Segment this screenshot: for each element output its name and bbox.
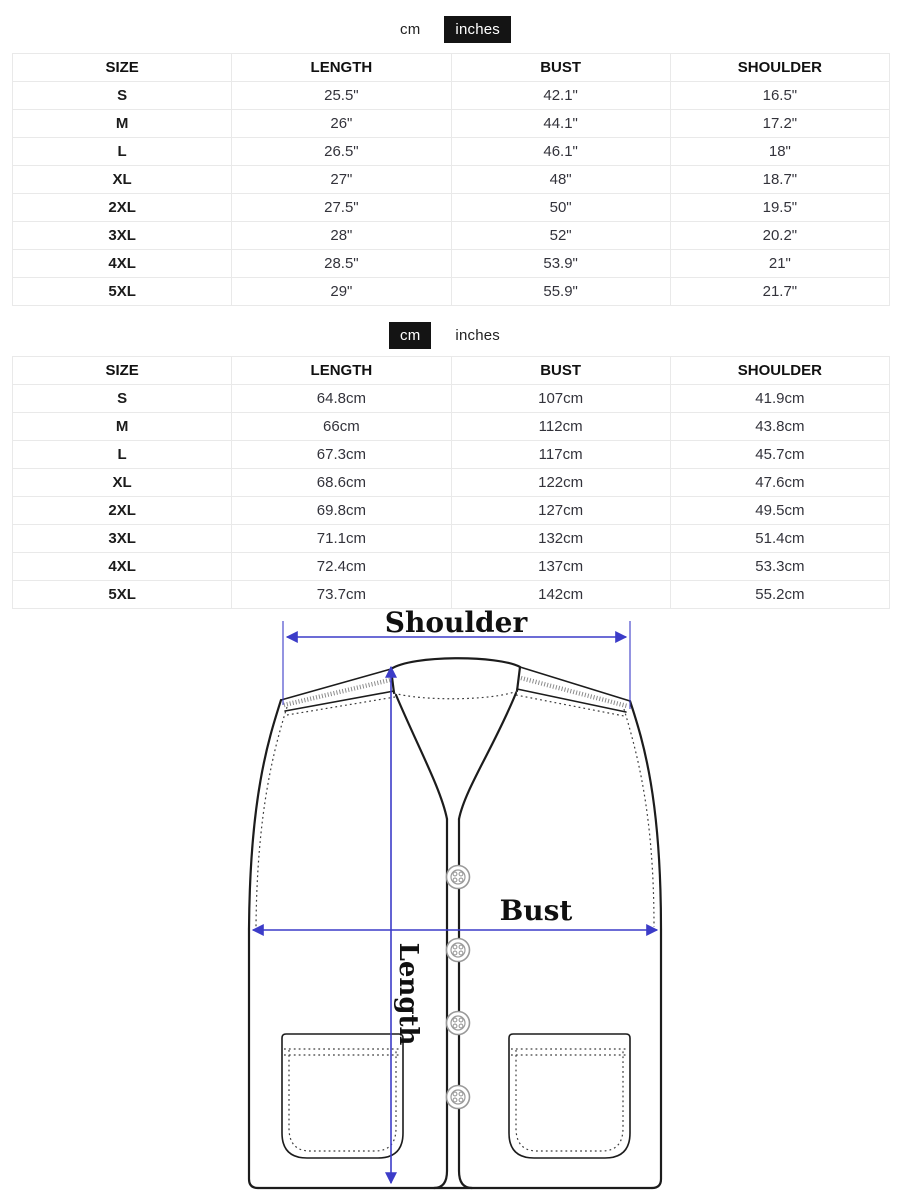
table-row	[13, 497, 890, 525]
table-row	[13, 166, 890, 194]
button-icon	[447, 1012, 470, 1035]
measurement-cell: 68.6cm	[232, 469, 451, 497]
column-header: SIZE	[13, 357, 232, 385]
measurement-cell: 52"	[451, 222, 670, 250]
measurement-cell: 29"	[232, 278, 451, 306]
right-neckline	[459, 693, 516, 819]
size-cell: 2XL	[13, 497, 232, 525]
measurement-cell: 26.5"	[232, 138, 451, 166]
measurement-cell: 19.5"	[670, 194, 889, 222]
measurement-cell: 51.4cm	[670, 525, 889, 553]
button-icon	[447, 866, 470, 889]
left-neckline	[396, 695, 447, 819]
measurement-cell: 28"	[232, 222, 451, 250]
size-cell: 4XL	[13, 250, 232, 278]
right-pocket-stitch-perimeter	[516, 1050, 623, 1151]
right-shoulder-stitch	[516, 695, 624, 716]
bust-label: Bust	[499, 894, 573, 927]
measurement-cell: 107cm	[451, 385, 670, 413]
table-row	[13, 250, 890, 278]
size-cell: 3XL	[13, 525, 232, 553]
placket-left-edge	[434, 819, 447, 1188]
left-armhole-stitch	[256, 707, 287, 927]
unit-toggle-top	[0, 0, 900, 43]
header-row	[13, 357, 890, 385]
size-cell: 4XL	[13, 553, 232, 581]
measurement-cell: 25.5"	[232, 82, 451, 110]
measurement-cell: 20.2"	[670, 222, 889, 250]
measurement-cell: 26"	[232, 110, 451, 138]
measurement-cell: 127cm	[451, 497, 670, 525]
measurement-cell: 67.3cm	[232, 441, 451, 469]
left-shoulder-stitch	[287, 697, 395, 715]
shoulder-label: Shoulder	[384, 609, 528, 639]
table-row	[13, 385, 890, 413]
measurement-cell: 42.1"	[451, 82, 670, 110]
table-row	[13, 138, 890, 166]
measurement-cell: 142cm	[451, 581, 670, 609]
measurement-cell: 73.7cm	[232, 581, 451, 609]
table-row	[13, 110, 890, 138]
measurement-cell: 21"	[670, 250, 889, 278]
unit-option-inches[interactable]: inches	[455, 326, 500, 344]
collar-seam-stitch	[394, 691, 517, 699]
measurement-cell: 64.8cm	[232, 385, 451, 413]
measurement-cell: 71.1cm	[232, 525, 451, 553]
column-header: SIZE	[13, 54, 232, 82]
left-pocket	[282, 1034, 403, 1158]
table-row	[13, 553, 890, 581]
size-cell: 5XL	[13, 278, 232, 306]
size-cell: S	[13, 385, 232, 413]
size-table-inches	[12, 53, 890, 306]
unit-toggle-bottom	[0, 321, 900, 349]
measurement-cell: 53.3cm	[670, 553, 889, 581]
left-pocket-stitch-perimeter	[289, 1050, 396, 1151]
measurement-cell: 50"	[451, 194, 670, 222]
measurement-cell: 17.2"	[670, 110, 889, 138]
measurement-cell: 55.9"	[451, 278, 670, 306]
size-cell: M	[13, 413, 232, 441]
size-cell: S	[13, 82, 232, 110]
measurement-cell: 46.1"	[451, 138, 670, 166]
right-armhole	[630, 701, 661, 929]
measurement-cell: 47.6cm	[670, 469, 889, 497]
size-cell: L	[13, 441, 232, 469]
size-table-cm	[12, 356, 890, 609]
right-strap-bottom	[517, 689, 626, 712]
button-icon	[447, 939, 470, 962]
table-row	[13, 413, 890, 441]
measurement-cell: 28.5"	[232, 250, 451, 278]
measurement-cell: 137cm	[451, 553, 670, 581]
right-side-seam	[652, 929, 661, 1188]
unit-option-cm[interactable]: cm	[389, 322, 431, 349]
left-side-seam	[249, 929, 258, 1188]
measurement-cell: 18.7"	[670, 166, 889, 194]
measurement-cell: 48"	[451, 166, 670, 194]
measurement-cell: 122cm	[451, 469, 670, 497]
measurement-cell: 53.9"	[451, 250, 670, 278]
measurement-cell: 72.4cm	[232, 553, 451, 581]
button-icon	[447, 1086, 470, 1109]
measurement-cell: 27.5"	[232, 194, 451, 222]
vest-outline-drawing	[249, 658, 661, 1188]
length-label: Length	[393, 942, 423, 1046]
measurement-cell: 45.7cm	[670, 441, 889, 469]
measurement-cell: 21.7"	[670, 278, 889, 306]
column-header: SHOULDER	[670, 54, 889, 82]
column-header: LENGTH	[232, 357, 451, 385]
right-armhole-stitch	[624, 709, 654, 927]
vest-measurement-diagram	[0, 609, 900, 1201]
size-cell: XL	[13, 469, 232, 497]
table-row	[13, 525, 890, 553]
unit-option-inches[interactable]: inches	[444, 16, 511, 43]
measurement-cell: 27"	[232, 166, 451, 194]
column-header: BUST	[451, 54, 670, 82]
size-cell: 5XL	[13, 581, 232, 609]
unit-option-cm[interactable]: cm	[400, 20, 421, 38]
table-row	[13, 194, 890, 222]
right-pocket	[509, 1034, 630, 1158]
measurement-cell: 132cm	[451, 525, 670, 553]
measurement-cell: 44.1"	[451, 110, 670, 138]
table-row	[13, 581, 890, 609]
size-cell: 2XL	[13, 194, 232, 222]
measurement-cell: 41.9cm	[670, 385, 889, 413]
header-row	[13, 54, 890, 82]
right-strap-top	[520, 667, 630, 701]
table-row	[13, 82, 890, 110]
measurement-cell: 55.2cm	[670, 581, 889, 609]
measurement-cell: 112cm	[451, 413, 670, 441]
column-header: LENGTH	[232, 54, 451, 82]
table-row	[13, 469, 890, 497]
collar-outline	[391, 658, 520, 693]
column-header: SHOULDER	[670, 357, 889, 385]
size-cell: L	[13, 138, 232, 166]
measurement-cell: 69.8cm	[232, 497, 451, 525]
size-cell: M	[13, 110, 232, 138]
measurement-cell: 49.5cm	[670, 497, 889, 525]
measurement-cell: 43.8cm	[670, 413, 889, 441]
left-armhole	[249, 700, 281, 929]
column-header: BUST	[451, 357, 670, 385]
measurement-cell: 18"	[670, 138, 889, 166]
measurement-cell: 16.5"	[670, 82, 889, 110]
measurement-cell: 66cm	[232, 413, 451, 441]
measurement-cell: 117cm	[451, 441, 670, 469]
table-row	[13, 441, 890, 469]
table-row	[13, 222, 890, 250]
size-cell: 3XL	[13, 222, 232, 250]
table-row	[13, 278, 890, 306]
size-cell: XL	[13, 166, 232, 194]
